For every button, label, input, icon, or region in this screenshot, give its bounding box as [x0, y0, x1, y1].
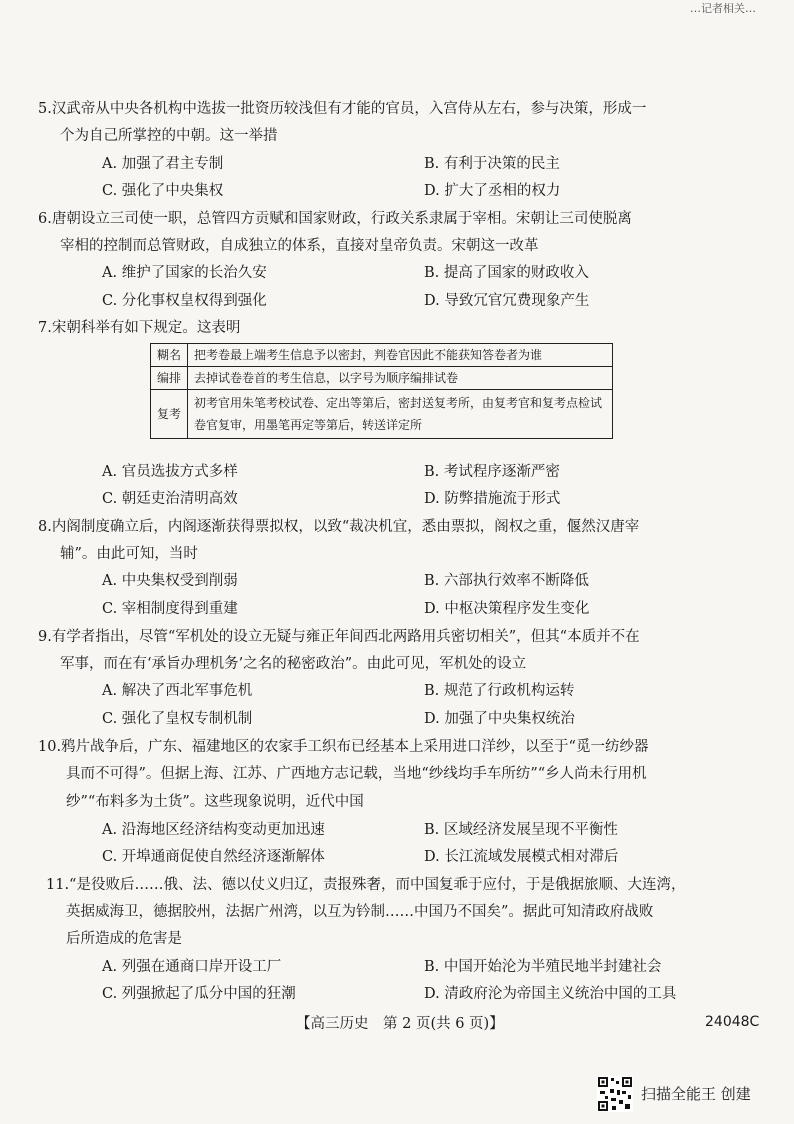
option-a: A. 维护了国家的长治久安 — [102, 265, 267, 281]
question-stem-line: 7.宋朝科举有如下规定。这表明 — [38, 320, 241, 336]
table-row — [151, 344, 613, 367]
qr-code-icon — [597, 1076, 633, 1112]
option-c: C. 开埠通商促使自然经济逐渐解体 — [102, 849, 325, 865]
option-c: C. 列强掀起了瓜分中国的狂潮 — [102, 986, 296, 1002]
option-b: B. 提高了国家的财政收入 — [424, 265, 589, 281]
option-a: A. 沿海地区经济结构变动更加迅速 — [102, 822, 325, 838]
option-c: C. 分化事权皇权得到强化 — [102, 293, 267, 309]
option-d: D. 长江流域发展模式相对滞后 — [424, 849, 619, 865]
exam-rules-table — [150, 343, 613, 439]
corner-header-text: …记者相关… — [690, 2, 756, 15]
question-stem-line: 宰相的控制而总管财政，自成独立的体系，直接对皇帝负责。宋朝这一改革 — [60, 238, 539, 254]
scanner-watermark: 扫描全能王 创建 — [641, 1085, 751, 1103]
question-stem-line: 具而不可得”。但据上海、江苏、广西地方志记载，当地“纱线均手车所纺”“乡人尚未行用机 — [66, 766, 647, 782]
option-d: D. 加强了中央集权统治 — [424, 711, 575, 727]
option-b: B. 有利于决策的民主 — [424, 156, 560, 172]
option-a: A. 列强在通商口岸开设工厂 — [102, 959, 282, 975]
question-stem-line: 军事，而在有‘承旨办理机务’之名的秘密政治”。由此可见，军机处的设立 — [60, 656, 527, 672]
table-cell-key: 糊名 — [151, 344, 188, 367]
option-b: B. 考试程序逐渐严密 — [424, 464, 560, 480]
option-b: B. 规范了行政机构运转 — [424, 683, 575, 699]
question-stem-line: 11.“是役败后……俄、法、德以仗义归辽，责报殊奢，而中国复乖于应付，于是俄据旅顺、大连湾， — [46, 877, 686, 893]
table-cell-key: 复考 — [151, 390, 188, 439]
table-cell-value: 把考卷最上端考生信息予以密封，判卷官因此不能获知答卷者为谁 — [188, 344, 613, 367]
question-stem-line: 6.唐朝设立三司使一职，总管四方贡赋和国家财政，行政关系隶属于宰相。宋朝让三司使脱离 — [38, 211, 632, 227]
question-stem-line: 8.内阁制度确立后，内阁逐渐获得票拟权，以致“裁决机宜，悉由票拟，阁权之重，偃然汉唐宰 — [38, 519, 640, 535]
option-a: A. 中央集权受到削弱 — [102, 573, 238, 589]
option-c: C. 宰相制度得到重建 — [102, 601, 238, 617]
question-stem-line: 纱”“布料多为土货”。这些现象说明，近代中国 — [66, 794, 364, 810]
option-d: D. 清政府沦为帝国主义统治中国的工具 — [424, 986, 677, 1002]
option-b: B. 六部执行效率不断降低 — [424, 573, 589, 589]
footer-exam-code: 24048C — [705, 1014, 760, 1030]
option-a: A. 解决了西北军事危机 — [102, 683, 253, 699]
question-stem-line: 9.有学者指出，尽管“军机处的设立无疑与雍正年间西北两路用兵密切相关”，但其“本质并不在 — [38, 629, 640, 645]
table-row — [151, 367, 613, 390]
question-stem-line: 后所造成的危害是 — [66, 931, 182, 947]
option-a: A. 官员选拔方式多样 — [102, 464, 238, 480]
table-cell-value: 初考官用朱笔考校试卷、定出等第后，密封送复考所，由复考官和复考点检试卷官复审，用墨笔再定等第后，转送详定所 — [188, 390, 613, 439]
option-d: D. 扩大了丞相的权力 — [424, 183, 561, 199]
footer-page-info: 【高三历史 第 2 页(共 6 页)】 — [296, 1016, 504, 1032]
option-d: D. 导致冗官冗费现象产生 — [424, 293, 590, 309]
option-c: C. 强化了皇权专制机制 — [102, 711, 253, 727]
question-stem-line: 10.鸦片战争后，广东、福建地区的农家手工织布已经基本上采用进口洋纱，以至于“觅一纺纱器 — [38, 739, 649, 755]
question-stem-line: 辅”。由此可知，当时 — [60, 546, 198, 562]
question-stem-line: 5.汉武帝从中央各机构中选拔一批资历较浅但有才能的官员，入宫侍从左右，参与决策，形成一 — [38, 101, 647, 117]
option-b: B. 中国开始沦为半殖民地半封建社会 — [424, 959, 662, 975]
table-row — [151, 390, 613, 439]
table-cell-value: 去掉试卷卷首的考生信息，以字号为顺序编排试卷 — [188, 367, 613, 390]
question-stem-line: 英据威海卫，德据胶州，法据广州湾，以互为钤制……中国乃不国矣”。据此可知清政府战败 — [66, 904, 654, 920]
option-d: D. 防弊措施流于形式 — [424, 491, 561, 507]
option-a: A. 加强了君主专制 — [102, 156, 224, 172]
option-d: D. 中枢决策程序发生变化 — [424, 601, 590, 617]
table-cell-key: 编排 — [151, 367, 188, 390]
option-b: B. 区域经济发展呈现不平衡性 — [424, 822, 618, 838]
option-c: C. 强化了中央集权 — [102, 183, 224, 199]
question-stem-line: 个为自己所掌控的中朝。这一举措 — [60, 128, 278, 144]
option-c: C. 朝廷吏治清明高效 — [102, 491, 238, 507]
